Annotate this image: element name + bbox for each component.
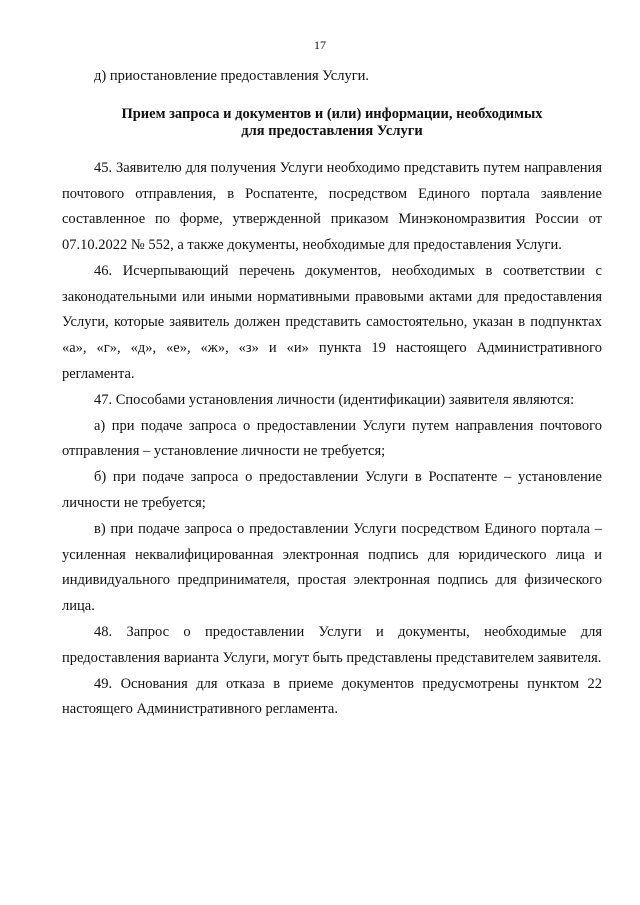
paragraph-47-v: в) при подаче запроса о предоставлении Услуги посредством Единого портала – усиленная неквалифицированная электронная подпись для юридического лица и индивидуального предпринимателя, простая электронная подпись для физического лица. <box>62 520 602 615</box>
section-heading-line-2: для предоставления Услуги <box>241 122 423 139</box>
section-heading-line-1: Прием запроса и документов и (или) информации, необходимых <box>121 105 543 122</box>
paragraph-47-b: б) при подаче запроса о предоставлении Услуги в Роспатенте – установление личности не требуется; <box>62 469 602 512</box>
paragraph-45: 45. Заявителю для получения Услуги необходимо представить путем направления почтового отправления, в Роспатенте, посредством Единого портала заявление составленное по форме, утвержденной приказом Минэкономразвития России от 07.10.2022 № 552, а также документы, необходимые для предоставления Услуги. <box>62 159 602 254</box>
paragraph-48: 48. Запрос о предоставлении Услуги и документы, необходимые для предоставления варианта Услуги, могут быть представлены представителем заявителя. <box>62 624 602 666</box>
intro-item: д) приостановление предоставления Услуги. <box>94 68 370 84</box>
paragraph-47: 47. Способами установления личности (идентификации) заявителя являются: <box>94 391 575 408</box>
paragraph-49: 49. Основания для отказа в приеме документов предусмотрены пунктом 22 настоящего Административного регламента. <box>62 675 602 718</box>
paragraph-46: 46. Исчерпывающий перечень документов, необходимых в соответствии с законодательными или иными нормативными правовыми актами для предоставления Услуги, которые заявитель должен представить самостоятельно, указан в подпунктах «а», «г», «д», «е», «ж», «з» и «и» пункта 19 настоящего Административного регламента. <box>62 262 602 383</box>
page-number: 17 <box>314 38 326 52</box>
paragraph-47-a: а) при подаче запроса о предоставлении Услуги путем направления почтового отправления – установление личности не требуется; <box>62 417 602 460</box>
document-body <box>62 64 602 723</box>
section-heading <box>62 106 602 140</box>
